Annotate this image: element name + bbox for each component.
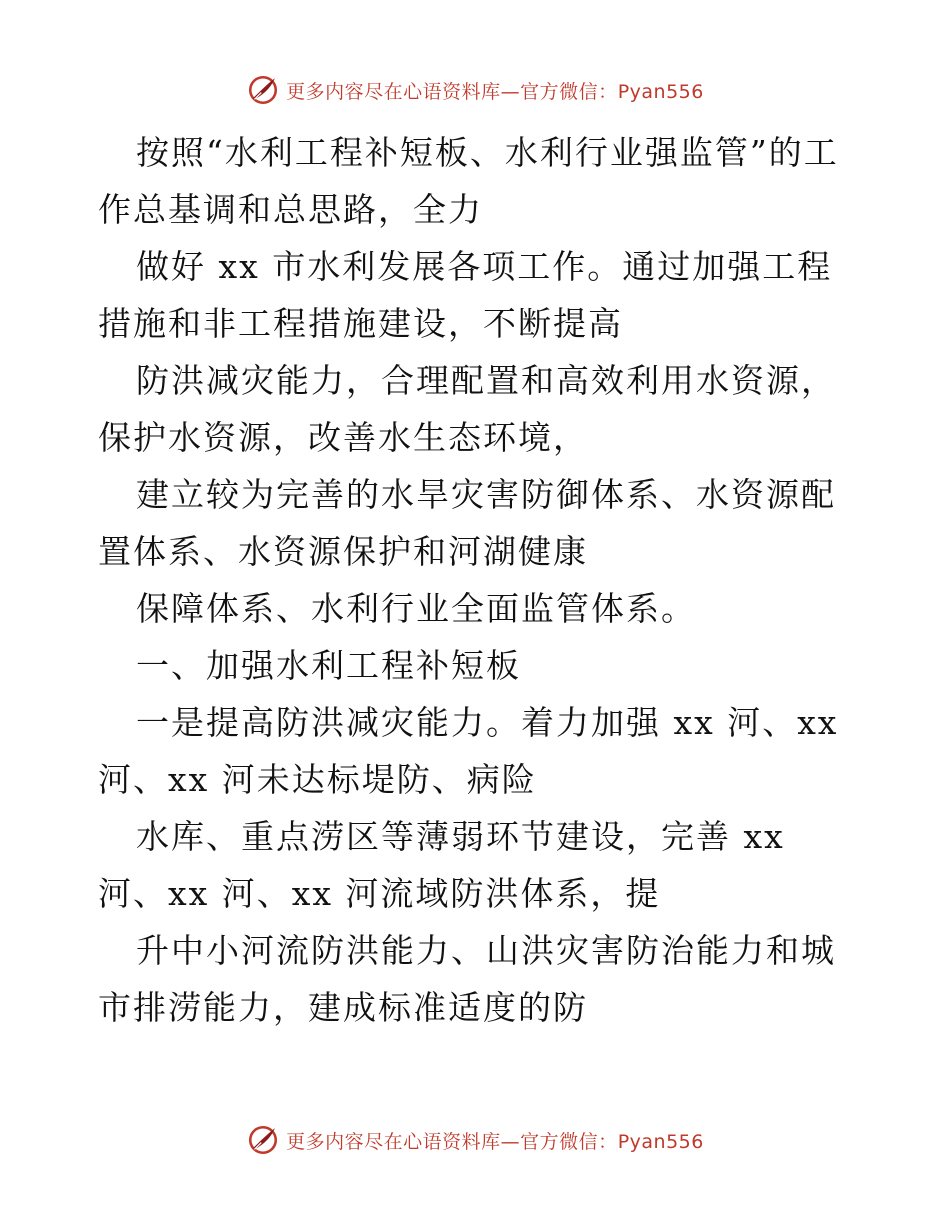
watermark-text bbox=[286, 77, 704, 104]
watermark-site-text: 更多内容尽在心语资料库 bbox=[286, 80, 501, 103]
watermark-wechat-label: 官方微信： bbox=[520, 80, 618, 103]
paragraph: 做好 xx 市水利发展各项工作。通过加强工程措施和非工程措施建设，不断提高 bbox=[98, 247, 833, 343]
paragraph: 水库、重点涝区等薄弱环节建设，完善 xx 河、xx 河、xx 河流域防洪体系，提 bbox=[98, 817, 785, 913]
document-body bbox=[98, 124, 858, 1036]
footer-watermark bbox=[0, 1120, 950, 1160]
watermark-text bbox=[286, 1127, 704, 1154]
paragraph: 建立较为完善的水旱灾害防御体系、水资源配置体系、水资源保护和河湖健康 bbox=[98, 475, 836, 571]
quill-logo-icon bbox=[246, 1123, 280, 1157]
watermark-separator: — bbox=[500, 1130, 521, 1153]
section-heading: 一、加强水利工程补短板 bbox=[136, 646, 521, 685]
paragraph: 升中小河流防洪能力、山洪灾害防治能力和城市排涝能力，建成标准适度的防 bbox=[98, 931, 836, 1027]
header-watermark bbox=[0, 70, 950, 110]
watermark-site-text: 更多内容尽在心语资料库 bbox=[286, 1130, 501, 1153]
paragraph: 防洪减灾能力，合理配置和高效利用水资源，保护水资源，改善水生态环境， bbox=[98, 361, 836, 457]
paragraph: 按照“水利工程补短板、水利行业强监管”的工作总基调和总思路，全力 bbox=[98, 133, 839, 229]
paragraph: 一是提高防洪减灾能力。着力加强 xx 河、xx 河、xx 河未达标堤防、病险 bbox=[98, 703, 839, 799]
watermark-wechat-id: Pyan556 bbox=[617, 1130, 704, 1153]
watermark-separator: — bbox=[500, 80, 521, 103]
paragraph: 保障体系、水利行业全面监管体系。 bbox=[136, 589, 696, 628]
quill-logo-icon bbox=[246, 73, 280, 107]
watermark-wechat-label: 官方微信： bbox=[520, 1130, 618, 1153]
watermark-wechat-id: Pyan556 bbox=[617, 80, 704, 103]
